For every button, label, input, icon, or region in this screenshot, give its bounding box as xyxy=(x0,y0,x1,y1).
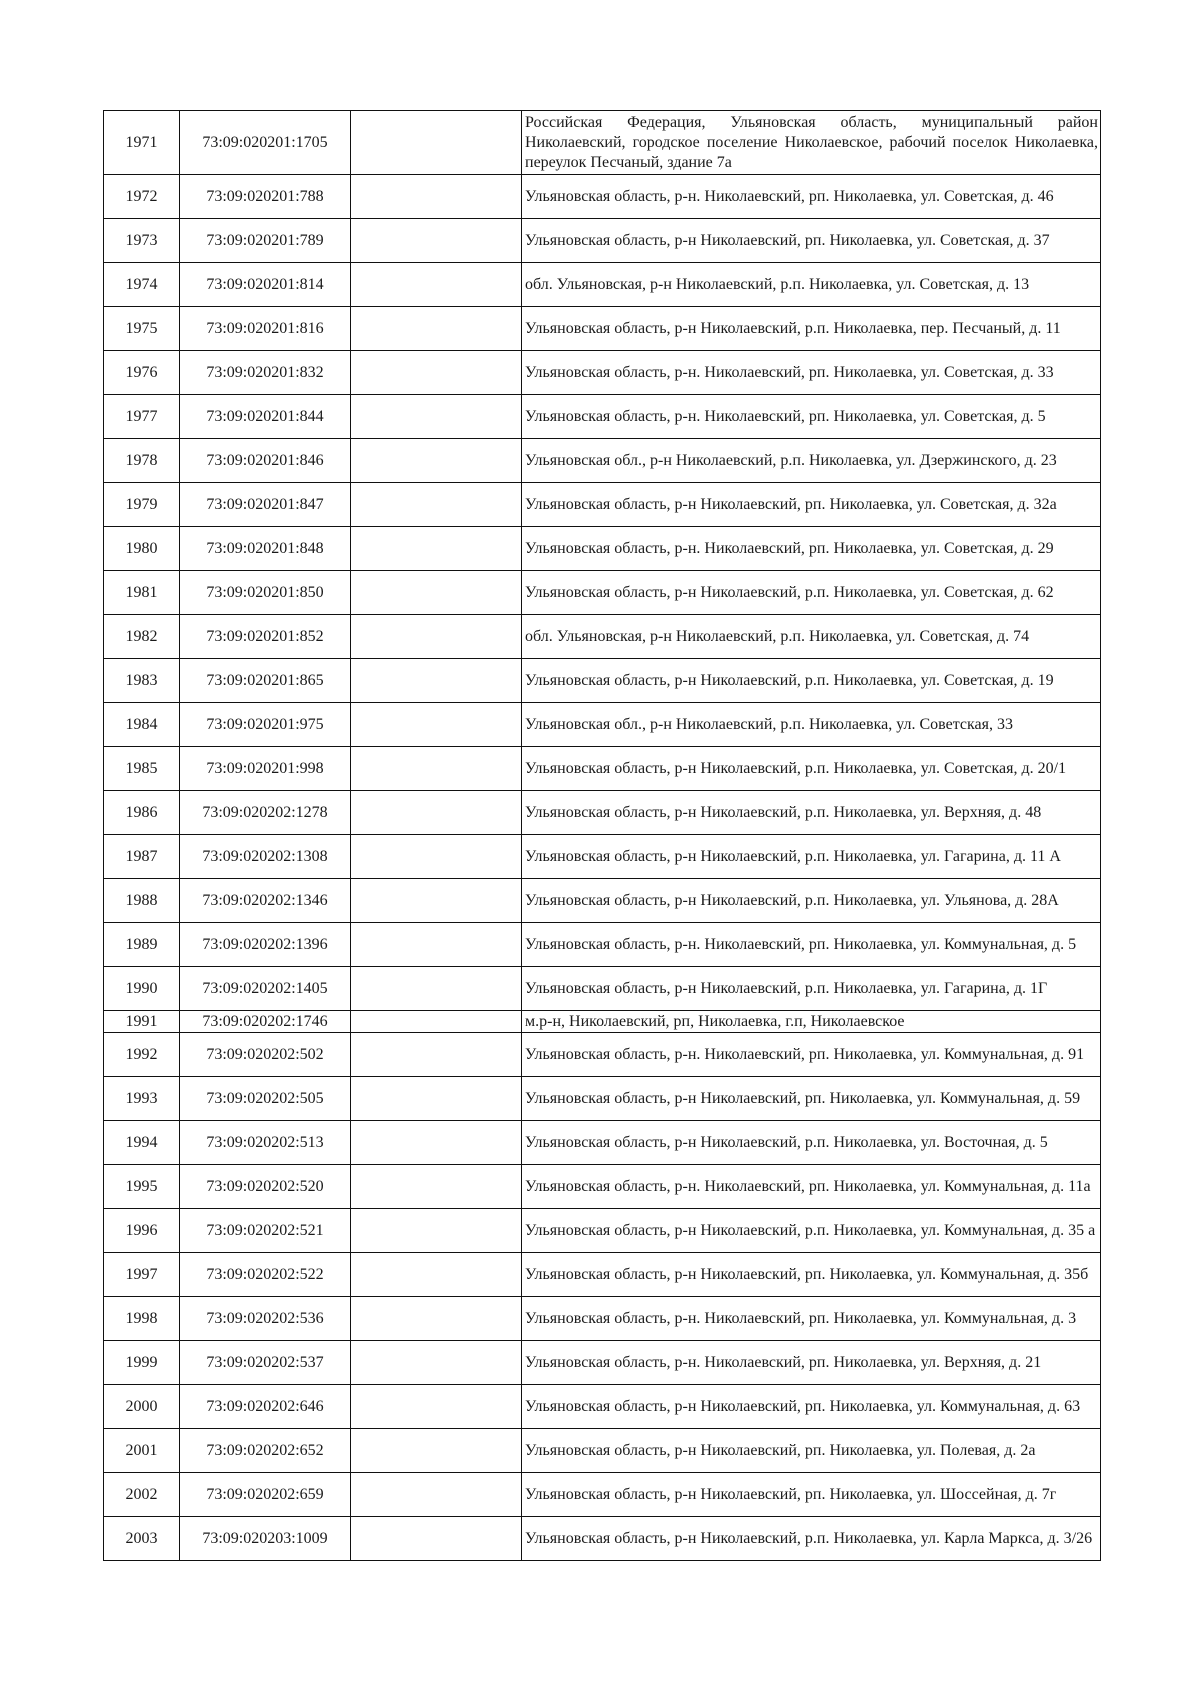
cadastral-number-cell: 73:09:020201:789 xyxy=(180,219,351,263)
empty-cell xyxy=(351,1165,522,1209)
empty-cell xyxy=(351,175,522,219)
row-number-cell: 1971 xyxy=(104,111,180,175)
row-number-cell: 2000 xyxy=(104,1385,180,1429)
address-cell: Ульяновская область, р-н Николаевский, р.п. Николаевка, ул. Гагарина, д. 1Г xyxy=(522,967,1101,1011)
cadastral-number-cell: 73:09:020201:844 xyxy=(180,395,351,439)
table-row xyxy=(104,967,1101,1011)
empty-cell xyxy=(351,307,522,351)
table-row xyxy=(104,307,1101,351)
cadastral-number-cell: 73:09:020202:536 xyxy=(180,1297,351,1341)
cadastral-number-cell: 73:09:020202:1308 xyxy=(180,835,351,879)
cadastral-number-cell: 73:09:020201:846 xyxy=(180,439,351,483)
address-cell: Ульяновская обл., р-н Николаевский, р.п. Николаевка, ул. Дзержинского, д. 23 xyxy=(522,439,1101,483)
table-row xyxy=(104,395,1101,439)
table-row xyxy=(104,1077,1101,1121)
cadastral-number-cell: 73:09:020202:520 xyxy=(180,1165,351,1209)
cadastral-number-cell: 73:09:020201:814 xyxy=(180,263,351,307)
table-row xyxy=(104,791,1101,835)
table-row xyxy=(104,483,1101,527)
table-row xyxy=(104,1121,1101,1165)
row-number-cell: 1985 xyxy=(104,747,180,791)
row-number-cell: 1994 xyxy=(104,1121,180,1165)
empty-cell xyxy=(351,791,522,835)
cadastral-number-cell: 73:09:020201:852 xyxy=(180,615,351,659)
address-cell: Ульяновская обл., р-н Николаевский, р.п. Николаевка, ул. Советская, 33 xyxy=(522,703,1101,747)
empty-cell xyxy=(351,439,522,483)
table-row xyxy=(104,1209,1101,1253)
empty-cell xyxy=(351,351,522,395)
cadastral-number-cell: 73:09:020202:513 xyxy=(180,1121,351,1165)
table-row xyxy=(104,351,1101,395)
cadastral-number-cell: 73:09:020202:505 xyxy=(180,1077,351,1121)
address-cell: Ульяновская область, р-н. Николаевский, рп. Николаевка, ул. Коммунальная, д. 3 xyxy=(522,1297,1101,1341)
empty-cell xyxy=(351,395,522,439)
row-number-cell: 1977 xyxy=(104,395,180,439)
cadastral-number-cell: 73:09:020202:522 xyxy=(180,1253,351,1297)
address-cell: Ульяновская область, р-н Николаевский, р.п. Николаевка, ул. Карла Маркса, д. 3/26 xyxy=(522,1517,1101,1561)
empty-cell xyxy=(351,835,522,879)
empty-cell xyxy=(351,571,522,615)
row-number-cell: 1995 xyxy=(104,1165,180,1209)
cadastral-number-cell: 73:09:020202:652 xyxy=(180,1429,351,1473)
address-cell: Ульяновская область, р-н. Николаевский, рп. Николаевка, ул. Советская, д. 5 xyxy=(522,395,1101,439)
cadastral-number-cell: 73:09:020202:1405 xyxy=(180,967,351,1011)
address-cell: обл. Ульяновская, р-н Николаевский, р.п. Николаевка, ул. Советская, д. 13 xyxy=(522,263,1101,307)
address-cell: Ульяновская область, р-н Николаевский, р.п. Николаевка, ул. Советская, д. 19 xyxy=(522,659,1101,703)
cadastral-number-cell: 73:09:020202:646 xyxy=(180,1385,351,1429)
cadastral-number-cell: 73:09:020201:975 xyxy=(180,703,351,747)
address-cell: обл. Ульяновская, р-н Николаевский, р.п. Николаевка, ул. Советская, д. 74 xyxy=(522,615,1101,659)
table-row xyxy=(104,219,1101,263)
address-cell: Ульяновская область, р-н. Николаевский, рп. Николаевка, ул. Коммунальная, д. 11а xyxy=(522,1165,1101,1209)
table-row xyxy=(104,1033,1101,1077)
cadastral-number-cell: 73:09:020202:659 xyxy=(180,1473,351,1517)
cadastral-number-cell: 73:09:020201:848 xyxy=(180,527,351,571)
row-number-cell: 2003 xyxy=(104,1517,180,1561)
cadastral-number-cell: 73:09:020201:865 xyxy=(180,659,351,703)
address-cell: Российская Федерация, Ульяновская область, муниципальный район Николаевский, городское поселение Николаевское, рабочий поселок Николаевка, переулок Песчаный, здание 7а xyxy=(522,111,1101,175)
address-cell: Ульяновская область, р-н Николаевский, рп. Николаевка, ул. Коммунальная, д. 59 xyxy=(522,1077,1101,1121)
row-number-cell: 1996 xyxy=(104,1209,180,1253)
table-row xyxy=(104,1165,1101,1209)
cadastral-number-cell: 73:09:020202:1278 xyxy=(180,791,351,835)
table-row xyxy=(104,111,1101,175)
empty-cell xyxy=(351,1011,522,1033)
address-cell: Ульяновская область, р-н Николаевский, р.п. Николаевка, ул. Верхняя, д. 48 xyxy=(522,791,1101,835)
table-row xyxy=(104,1341,1101,1385)
row-number-cell: 1992 xyxy=(104,1033,180,1077)
cadastral-number-cell: 73:09:020202:537 xyxy=(180,1341,351,1385)
table-row xyxy=(104,439,1101,483)
address-cell: Ульяновская область, р-н Николаевский, р.п. Николаевка, ул. Гагарина, д. 11 А xyxy=(522,835,1101,879)
row-number-cell: 1972 xyxy=(104,175,180,219)
empty-cell xyxy=(351,1297,522,1341)
table-row xyxy=(104,1385,1101,1429)
table-row xyxy=(104,879,1101,923)
row-number-cell: 1974 xyxy=(104,263,180,307)
property-registry-table xyxy=(103,110,1101,1561)
address-cell: Ульяновская область, р-н. Николаевский, рп. Николаевка, ул. Коммунальная, д. 91 xyxy=(522,1033,1101,1077)
empty-cell xyxy=(351,263,522,307)
row-number-cell: 1981 xyxy=(104,571,180,615)
table-row xyxy=(104,923,1101,967)
address-cell: Ульяновская область, р-н Николаевский, рп. Николаевка, ул. Коммунальная, д. 35б xyxy=(522,1253,1101,1297)
table-row xyxy=(104,1253,1101,1297)
address-cell: Ульяновская область, р-н. Николаевский, рп. Николаевка, ул. Коммунальная, д. 5 xyxy=(522,923,1101,967)
empty-cell xyxy=(351,1385,522,1429)
table-row xyxy=(104,659,1101,703)
table-row xyxy=(104,703,1101,747)
row-number-cell: 1990 xyxy=(104,967,180,1011)
cadastral-number-cell: 73:09:020203:1009 xyxy=(180,1517,351,1561)
row-number-cell: 1978 xyxy=(104,439,180,483)
row-number-cell: 1987 xyxy=(104,835,180,879)
empty-cell xyxy=(351,967,522,1011)
row-number-cell: 1988 xyxy=(104,879,180,923)
row-number-cell: 1975 xyxy=(104,307,180,351)
cadastral-number-cell: 73:09:020202:1396 xyxy=(180,923,351,967)
empty-cell xyxy=(351,1209,522,1253)
address-cell: Ульяновская область, р-н Николаевский, р.п. Николаевка, ул. Советская, д. 62 xyxy=(522,571,1101,615)
table-row xyxy=(104,835,1101,879)
table-row xyxy=(104,1473,1101,1517)
cadastral-number-cell: 73:09:020202:1346 xyxy=(180,879,351,923)
empty-cell xyxy=(351,1517,522,1561)
row-number-cell: 1983 xyxy=(104,659,180,703)
cadastral-number-cell: 73:09:020201:998 xyxy=(180,747,351,791)
address-cell: Ульяновская область, р-н Николаевский, р.п. Николаевка, ул. Коммунальная, д. 35 а xyxy=(522,1209,1101,1253)
row-number-cell: 1997 xyxy=(104,1253,180,1297)
empty-cell xyxy=(351,1429,522,1473)
address-cell: Ульяновская область, р-н Николаевский, р.п. Николаевка, ул. Ульянова, д. 28А xyxy=(522,879,1101,923)
row-number-cell: 1976 xyxy=(104,351,180,395)
address-cell: Ульяновская область, р-н. Николаевский, рп. Николаевка, ул. Советская, д. 29 xyxy=(522,527,1101,571)
row-number-cell: 2001 xyxy=(104,1429,180,1473)
table-row xyxy=(104,1517,1101,1561)
table-row xyxy=(104,1297,1101,1341)
address-cell: Ульяновская область, р-н. Николаевский, рп. Николаевка, ул. Верхняя, д. 21 xyxy=(522,1341,1101,1385)
table-row xyxy=(104,747,1101,791)
cadastral-number-cell: 73:09:020201:788 xyxy=(180,175,351,219)
empty-cell xyxy=(351,747,522,791)
empty-cell xyxy=(351,1121,522,1165)
empty-cell xyxy=(351,1033,522,1077)
row-number-cell: 1986 xyxy=(104,791,180,835)
cadastral-number-cell: 73:09:020201:1705 xyxy=(180,111,351,175)
address-cell: Ульяновская область, р-н Николаевский, р.п. Николаевка, ул. Восточная, д. 5 xyxy=(522,1121,1101,1165)
cadastral-number-cell: 73:09:020201:816 xyxy=(180,307,351,351)
table-row xyxy=(104,1429,1101,1473)
row-number-cell: 1993 xyxy=(104,1077,180,1121)
empty-cell xyxy=(351,1341,522,1385)
cadastral-number-cell: 73:09:020202:1746 xyxy=(180,1011,351,1033)
row-number-cell: 1982 xyxy=(104,615,180,659)
empty-cell xyxy=(351,483,522,527)
table-row xyxy=(104,1011,1101,1033)
address-cell: Ульяновская область, р-н Николаевский, рп. Николаевка, ул. Коммунальная, д. 63 xyxy=(522,1385,1101,1429)
table-row xyxy=(104,571,1101,615)
table-row xyxy=(104,527,1101,571)
address-cell: Ульяновская область, р-н Николаевский, рп. Николаевка, ул. Советская, д. 37 xyxy=(522,219,1101,263)
address-cell: Ульяновская область, р-н. Николаевский, рп. Николаевка, ул. Советская, д. 33 xyxy=(522,351,1101,395)
row-number-cell: 1989 xyxy=(104,923,180,967)
table-row xyxy=(104,263,1101,307)
row-number-cell: 1984 xyxy=(104,703,180,747)
empty-cell xyxy=(351,1253,522,1297)
address-cell: Ульяновская область, р-н Николаевский, р.п. Николаевка, пер. Песчаный, д. 11 xyxy=(522,307,1101,351)
row-number-cell: 1980 xyxy=(104,527,180,571)
cadastral-number-cell: 73:09:020201:832 xyxy=(180,351,351,395)
table-row xyxy=(104,175,1101,219)
row-number-cell: 1979 xyxy=(104,483,180,527)
address-cell: Ульяновская область, р-н Николаевский, р.п. Николаевка, ул. Советская, д. 20/1 xyxy=(522,747,1101,791)
registry-table-body xyxy=(104,111,1101,1561)
address-cell: м.р-н, Николаевский, рп, Николаевка, г.п, Николаевское xyxy=(522,1011,1101,1033)
row-number-cell: 2002 xyxy=(104,1473,180,1517)
empty-cell xyxy=(351,923,522,967)
row-number-cell: 1998 xyxy=(104,1297,180,1341)
address-cell: Ульяновская область, р-н. Николаевский, рп. Николаевка, ул. Советская, д. 46 xyxy=(522,175,1101,219)
row-number-cell: 1991 xyxy=(104,1011,180,1033)
cadastral-number-cell: 73:09:020201:850 xyxy=(180,571,351,615)
cadastral-number-cell: 73:09:020202:521 xyxy=(180,1209,351,1253)
cadastral-number-cell: 73:09:020202:502 xyxy=(180,1033,351,1077)
address-cell: Ульяновская область, р-н Николаевский, рп. Николаевка, ул. Шоссейная, д. 7г xyxy=(522,1473,1101,1517)
empty-cell xyxy=(351,1077,522,1121)
empty-cell xyxy=(351,111,522,175)
row-number-cell: 1999 xyxy=(104,1341,180,1385)
empty-cell xyxy=(351,1473,522,1517)
empty-cell xyxy=(351,527,522,571)
address-cell: Ульяновская область, р-н Николаевский, рп. Николаевка, ул. Советская, д. 32а xyxy=(522,483,1101,527)
empty-cell xyxy=(351,879,522,923)
address-cell: Ульяновская область, р-н Николаевский, рп. Николаевка, ул. Полевая, д. 2а xyxy=(522,1429,1101,1473)
cadastral-number-cell: 73:09:020201:847 xyxy=(180,483,351,527)
empty-cell xyxy=(351,703,522,747)
empty-cell xyxy=(351,615,522,659)
empty-cell xyxy=(351,219,522,263)
empty-cell xyxy=(351,659,522,703)
row-number-cell: 1973 xyxy=(104,219,180,263)
table-row xyxy=(104,615,1101,659)
